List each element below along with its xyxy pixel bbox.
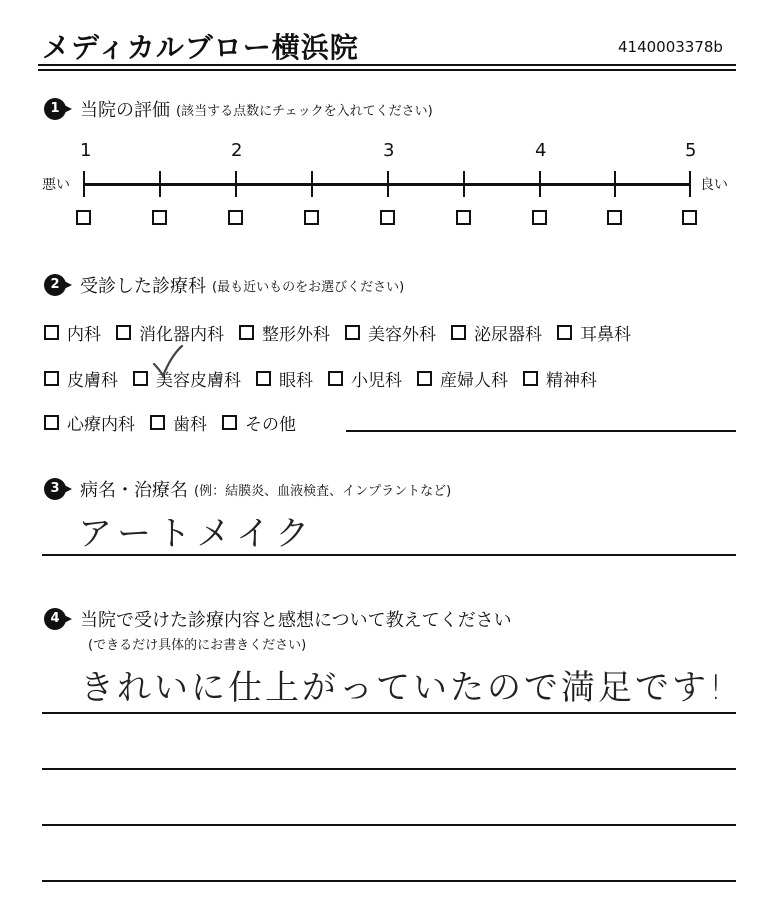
department-checkbox-checked[interactable] bbox=[133, 371, 148, 386]
department-label: 美容外科 bbox=[368, 325, 436, 345]
department-option[interactable] bbox=[44, 320, 101, 345]
scale-tick bbox=[311, 171, 313, 197]
rating-checkbox[interactable] bbox=[607, 210, 622, 225]
rating-checkbox[interactable] bbox=[76, 210, 91, 225]
scale-tick bbox=[689, 171, 691, 197]
handwritten-check-mark bbox=[152, 344, 184, 378]
department-option[interactable] bbox=[523, 366, 597, 391]
department-option[interactable] bbox=[44, 410, 135, 435]
scale-good-label: 良い bbox=[700, 177, 728, 193]
department-checkbox[interactable] bbox=[451, 325, 466, 340]
department-checkbox[interactable] bbox=[44, 371, 59, 386]
scale-number-4: 4 bbox=[535, 140, 547, 161]
scale-tick bbox=[387, 171, 389, 197]
scale-tick bbox=[83, 171, 85, 197]
scale-bad-label: 悪い bbox=[42, 177, 70, 193]
scale-tick bbox=[235, 171, 237, 197]
scale-tick bbox=[159, 171, 161, 197]
header-rule-bottom bbox=[38, 69, 736, 71]
diagnosis-answer-line[interactable] bbox=[42, 554, 736, 556]
department-checkbox[interactable] bbox=[523, 371, 538, 386]
rating-checkbox[interactable] bbox=[456, 210, 471, 225]
department-label: その他 bbox=[245, 415, 296, 435]
department-option[interactable] bbox=[417, 366, 508, 391]
department-label: 眼科 bbox=[279, 371, 313, 391]
scale-number-3: 3 bbox=[383, 140, 395, 161]
department-option[interactable] bbox=[256, 366, 313, 391]
feedback-answer-line-1[interactable] bbox=[42, 712, 736, 714]
diagnosis-handwritten-answer: アートメイク bbox=[78, 514, 316, 554]
scale-number-1: 1 bbox=[80, 140, 92, 161]
department-option[interactable] bbox=[150, 410, 207, 435]
question-2-header bbox=[44, 272, 404, 298]
feedback-handwritten-answer: きれいに仕上がっていたので満足です! bbox=[80, 668, 726, 708]
department-label: 整形外科 bbox=[262, 325, 330, 345]
department-checkbox[interactable] bbox=[239, 325, 254, 340]
scale-tick bbox=[614, 171, 616, 197]
scale-tick bbox=[539, 171, 541, 197]
department-label: 耳鼻科 bbox=[580, 325, 631, 345]
question-1-note: (該当する点数にチェックを入れてください) bbox=[176, 103, 433, 119]
department-checkbox[interactable] bbox=[44, 325, 59, 340]
department-option[interactable] bbox=[345, 320, 436, 345]
question-4-note: (できるだけ具体的にお書きください) bbox=[88, 638, 307, 653]
department-option-selected[interactable] bbox=[133, 366, 241, 391]
question-1-header bbox=[44, 96, 433, 122]
question-1-title: 当院の評価 bbox=[80, 100, 170, 121]
department-checkbox[interactable] bbox=[44, 415, 59, 430]
department-label: 泌尿器科 bbox=[474, 325, 542, 345]
department-checkbox[interactable] bbox=[328, 371, 343, 386]
question-3-number: 3 bbox=[44, 478, 66, 500]
question-3-note: (例：結膜炎、血液検査、インプラントなど) bbox=[194, 483, 452, 499]
rating-checkbox[interactable] bbox=[380, 210, 395, 225]
department-option[interactable] bbox=[328, 366, 402, 391]
feedback-answer-line-4[interactable] bbox=[42, 880, 736, 882]
department-option[interactable] bbox=[239, 320, 330, 345]
question-4-header bbox=[44, 606, 512, 632]
feedback-answer-line-2[interactable] bbox=[42, 768, 736, 770]
header-rule-top bbox=[38, 64, 736, 66]
department-checkbox[interactable] bbox=[345, 325, 360, 340]
department-checkbox[interactable] bbox=[256, 371, 271, 386]
question-4-title: 当院で受けた診療内容と感想について教えてください bbox=[80, 610, 512, 631]
question-2-number: 2 bbox=[44, 274, 66, 296]
feedback-answer-line-3[interactable] bbox=[42, 824, 736, 826]
department-label: 皮膚科 bbox=[67, 371, 118, 391]
department-label: 心療内科 bbox=[67, 415, 135, 435]
document-id: 4140003378b bbox=[618, 38, 723, 56]
scale-number-2: 2 bbox=[231, 140, 243, 161]
question-1-number: 1 bbox=[44, 98, 66, 120]
department-row-1 bbox=[44, 320, 646, 345]
department-option[interactable] bbox=[44, 366, 118, 391]
department-option[interactable] bbox=[116, 320, 224, 345]
department-label: 歯科 bbox=[173, 415, 207, 435]
scale-number-5: 5 bbox=[685, 140, 697, 161]
department-label: 内科 bbox=[67, 325, 101, 345]
department-checkbox[interactable] bbox=[417, 371, 432, 386]
scale-tick bbox=[463, 171, 465, 197]
question-2-note: (最も近いものをお選びください) bbox=[212, 279, 405, 295]
department-option[interactable] bbox=[451, 320, 542, 345]
department-checkbox[interactable] bbox=[150, 415, 165, 430]
department-row-2 bbox=[44, 366, 612, 391]
question-3-header bbox=[44, 476, 451, 502]
department-row-3 bbox=[44, 410, 311, 435]
rating-checkbox[interactable] bbox=[228, 210, 243, 225]
department-label: 精神科 bbox=[546, 371, 597, 391]
department-checkbox[interactable] bbox=[116, 325, 131, 340]
department-checkbox[interactable] bbox=[222, 415, 237, 430]
rating-checkbox[interactable] bbox=[682, 210, 697, 225]
department-option-other[interactable] bbox=[222, 410, 296, 435]
department-option[interactable] bbox=[557, 320, 631, 345]
question-4-number: 4 bbox=[44, 608, 66, 630]
department-label: 消化器内科 bbox=[139, 325, 224, 345]
department-label: 小児科 bbox=[351, 371, 402, 391]
question-3-title: 病名・治療名 bbox=[80, 480, 188, 501]
department-label: 美容皮膚科 bbox=[156, 371, 241, 391]
other-department-write-line[interactable] bbox=[346, 430, 736, 432]
rating-checkbox[interactable] bbox=[152, 210, 167, 225]
department-checkbox[interactable] bbox=[557, 325, 572, 340]
clinic-title: メディカルブロー横浜院 bbox=[42, 31, 359, 64]
rating-checkbox[interactable] bbox=[304, 210, 319, 225]
rating-checkbox[interactable] bbox=[532, 210, 547, 225]
question-2-title: 受診した診療科 bbox=[80, 276, 206, 297]
department-label: 産婦人科 bbox=[440, 371, 508, 391]
